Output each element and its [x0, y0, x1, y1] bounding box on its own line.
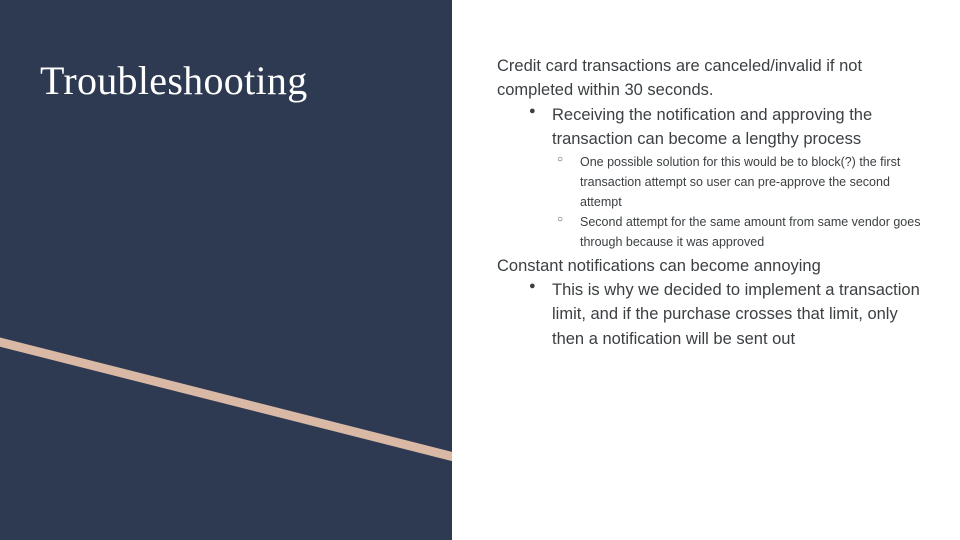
list-item — [507, 278, 927, 351]
list-item-text: This is why we decided to implement a transaction limit, and if the purchase crosses that limit, only then a notification will be sent out — [552, 281, 920, 348]
list-item-text: One possible solution for this would be to block(?) the first transaction attempt so user can pre-approve the second attempt — [580, 154, 901, 209]
list-item — [532, 212, 927, 252]
slide-body — [487, 54, 927, 351]
level2-list — [487, 152, 927, 252]
list-item-text: Second attempt for the same amount from same vendor goes through because it was approved — [580, 214, 921, 249]
page-title: Troubleshooting — [40, 58, 308, 103]
list-item — [507, 103, 927, 152]
list-item-text: Receiving the notification and approving the transaction can become a lengthy process — [552, 105, 873, 149]
list-item — [532, 152, 927, 212]
body-paragraph: Constant notifications can become annoying — [497, 256, 821, 275]
bullet-hollow-icon: ○ — [557, 213, 564, 225]
bullet-hollow-icon: ○ — [557, 153, 564, 165]
level1-list — [487, 278, 927, 351]
level1-list — [487, 103, 927, 152]
bullet-filled-icon: ● — [529, 104, 536, 117]
title-panel — [0, 0, 452, 540]
bullet-filled-icon: ● — [529, 280, 536, 293]
diagonal-accent-line — [0, 330, 452, 476]
body-paragraph: Credit card transactions are canceled/invalid if not completed within 30 seconds. — [497, 57, 863, 100]
